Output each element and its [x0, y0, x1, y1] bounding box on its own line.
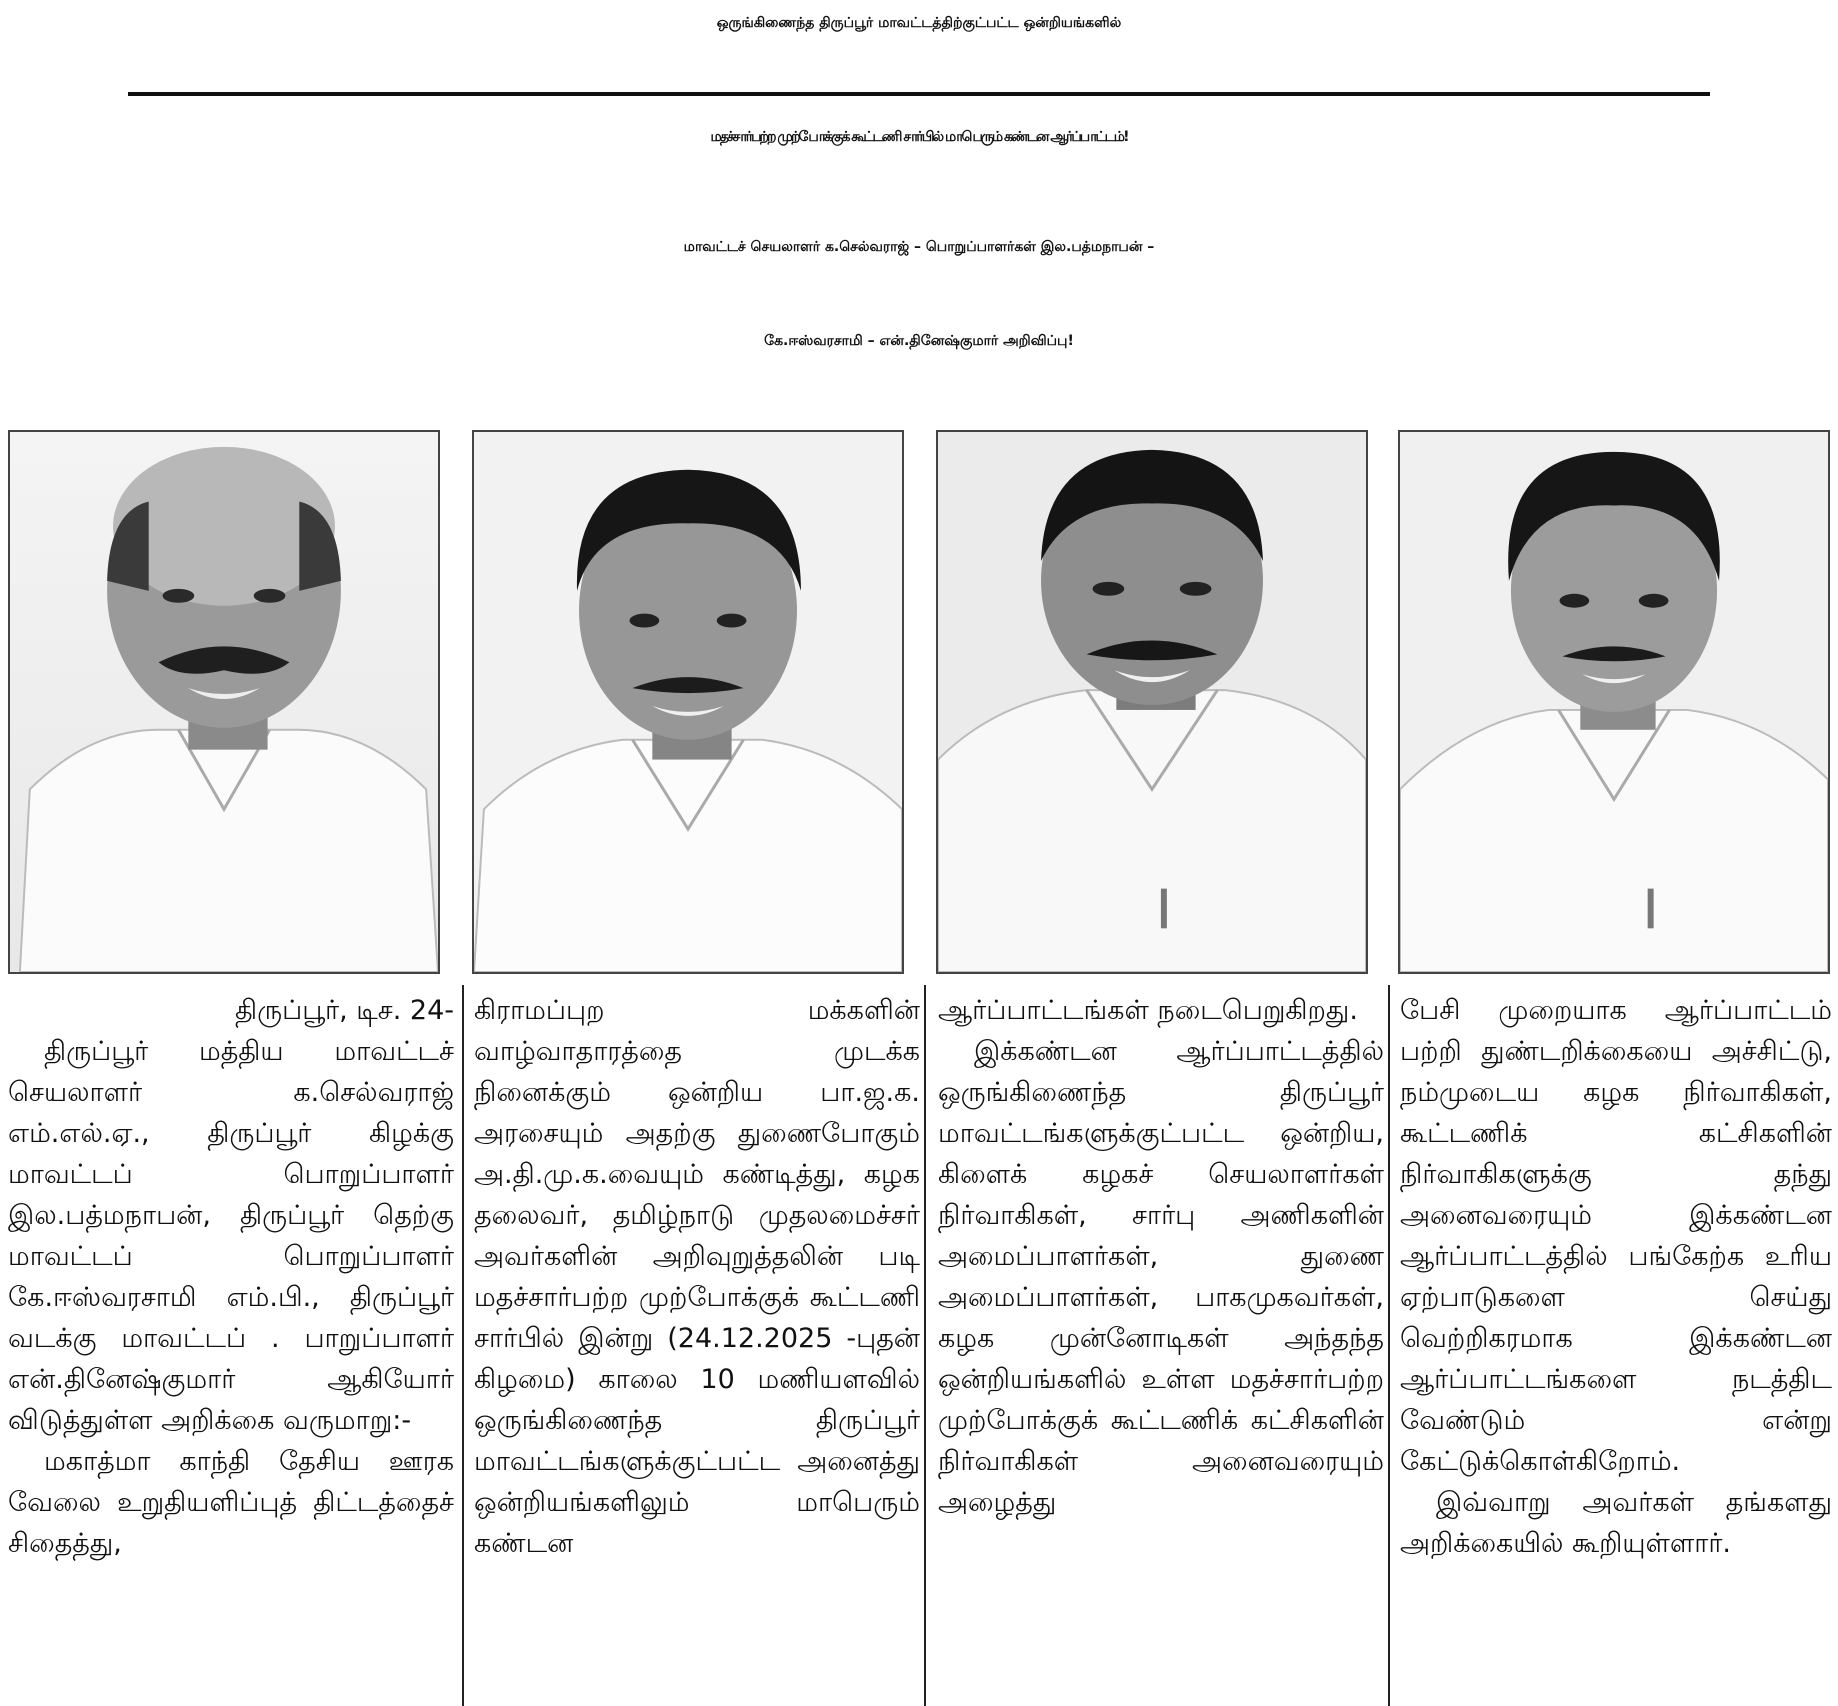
article-paragraph: ஆர்ப்பாட்டங்கள் நடைபெறுகிறது. — [938, 995, 1358, 1026]
column-divider — [462, 985, 464, 1706]
kicker-heading: ஒருங்கிணைந்த திருப்பூர் மாவட்டத்திற்குட்பட்ட ஒன்றியங்களில் — [716, 15, 1122, 31]
subheadline-line-2: கே.ஈஸ்வரசாமி – என்.தினேஷ்குமார் அறிவிப்பு! — [764, 333, 1074, 349]
article-column-2 — [474, 990, 920, 1700]
main-headline: மதச்சார்பற்ற முற்போக்குக் கூட்டணி சார்பில் மாபெரும் கண்டன ஆர்ப்பாட்டம்! — [710, 129, 1128, 145]
portrait-photo-1 — [8, 430, 440, 974]
subheadline-line-1: மாவட்டச் செயலாளர் க.செல்வராஜ் – பொறுப்பாளர்கள் இல.பத்மநாபன் – — [683, 239, 1155, 255]
portrait-photo-4 — [1398, 430, 1830, 974]
article-column-3 — [938, 990, 1384, 1700]
dateline: திருப்பூர், டிச. 24- — [234, 995, 454, 1026]
article-column-1 — [8, 990, 454, 1700]
kicker-underline — [128, 92, 1710, 96]
article-paragraph: இவ்வாறு அவர்கள் தங்களது அறிக்கையில் கூறியுள்ளார். — [1400, 1487, 1832, 1559]
column-divider — [924, 985, 926, 1706]
article-paragraph: இக்கண்டன ஆர்ப்பாட்டத்தில் ஒருங்கிணைந்த திருப்பூர் மாவட்டங்களுக்குட்பட்ட ஒன்றிய, கிளைக் கழகச் செயலாளர்கள் நிர்வாகிகள், சார்பு அணிகளின் அமைப்பாளர்கள், துணை அமைப்பாளர்கள், பாகமுகவர்கள், கழக முன்னோடிகள் அந்தந்த ஒன்றியங்களில் உள்ள மதச்சார்பற்ற முற்போக்குக் கூட்டணிக் கட்சிகளின் நிர்வாகிகள் அனைவரையும் அழைத்து — [938, 1036, 1384, 1518]
article-paragraph: திருப்பூர் மத்திய மாவட்டச் செயலாளர் க.செல்வராஜ் எம்.எல்.ஏ., திருப்பூர் கிழக்கு மாவட்டப் பொறுப்பாளர் இல.பத்மநாபன், திருப்பூர் தெற்கு மாவட்டப் பொறுப்பாளர் கே.ஈஸ்வரசாமி எம்.பி., திருப்பூர் வடக்கு மாவட்டப் . பாறுப்பாளர் என்.தினேஷ்குமார் ஆகியோர் விடுத்துள்ள அறிக்கை வருமாறு:- — [8, 1036, 454, 1436]
article-column-4 — [1400, 990, 1832, 1700]
article-paragraph: கிராமப்புற மக்களின் வாழ்வாதாரத்தை முடக்க நினைக்கும் ஒன்றிய பா.ஜ.க. அரசையும் அதற்கு துணைபோகும் அ.தி.மு.க.வையும் கண்டித்து, கழக தலைவர், தமிழ்நாடு முதலமைச்சர் அவர்களின் அறிவுறுத்தலின் படி மதச்சார்பற்ற முற்போக்குக் கூட்டணி சார்பில் இன்று (24.12.2025 -புதன் கிழமை) காலை 10 மணியளவில் ஒருங்கிணைந்த திருப்பூர் மாவட்டங்களுக்குட்பட்ட அனைத்து ஒன்றியங்களிலும் மாபெரும் கண்டன — [474, 995, 920, 1559]
portrait-photo-3 — [936, 430, 1368, 974]
column-divider — [1388, 985, 1390, 1706]
article-paragraph: பேசி முறையாக ஆர்ப்பாட்டம் பற்றி துண்டறிக்கையை அச்சிட்டு, நம்முடைய கழக நிர்வாகிகள், கூட்டணிக் கட்சிகளின் நிர்வாகிகளுக்கு தந்து அனைவரையும் இக்கண்டன ஆர்ப்பாட்டத்தில் பங்கேற்க உரிய ஏற்பாடுகளை செய்து வெற்றிகரமாக இக்கண்டன ஆர்ப்பாட்டங்களை நடத்திட வேண்டும் என்று கேட்டுக்கொள்கிறோம். — [1400, 995, 1832, 1477]
article-paragraph: மகாத்மா காந்தி தேசிய ஊரக வேலை உறுதியளிப்புத் திட்டத்தைச் சிதைத்து, — [8, 1446, 454, 1559]
portrait-photo-2 — [472, 430, 904, 974]
